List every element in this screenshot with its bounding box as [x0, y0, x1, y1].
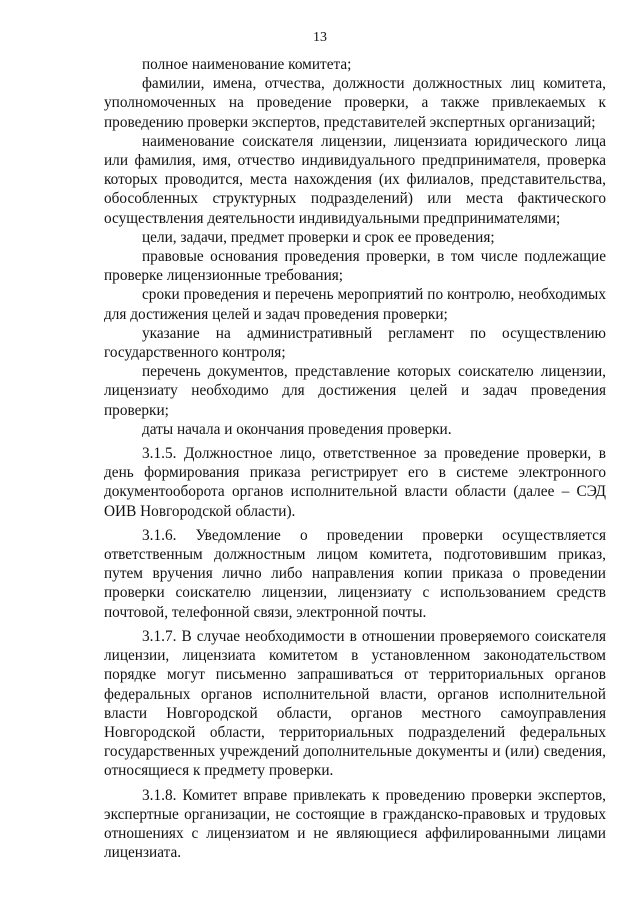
clause-3-1-5: 3.1.5. Должностное лицо, ответственное за проведение проверки, в день формирования приказа регистрирует его в системе электронного документооборота органов исполнительной власти области (далее – СЭД ОИВ Новгородской области). [104, 445, 606, 520]
paragraph-officials: фамилии, имена, отчества, должности должностных лиц комитета, уполномоченных на проведение проверки, а также привлекаемых к проведению проверки экспертов, представителей экспертных организаций; [104, 75, 606, 131]
paragraph-regulation: указание на административный регламент по осуществлению государственного контроля; [104, 324, 606, 362]
clause-3-1-6: 3.1.6. Уведомление о проведении проверки осуществляется ответственным должностным лицом комитета, подготовившим приказ, путем вручения лично либо направления копии приказа о проведении проверки соискателю лицензии, лицензиату с использованием средств почтовой, телефонной связи, электронной почты. [104, 526, 606, 621]
paragraph-goals: цели, задачи, предмет проверки и срок ее проведения; [142, 228, 495, 246]
paragraph-terms: сроки проведения и перечень мероприятий по контролю, необходимых для достижения целей и задач проведения проверки; [104, 286, 606, 323]
paragraph-documents-list: перечень документов, представление которых соискателю лицензии, лицензиату необходимо для достижения целей и задач проведения проверки; [104, 363, 606, 419]
document-body [104, 55, 606, 862]
paragraph-applicant-name: наименование соискателя лицензии, лицензиата юридического лица или фамилия, имя, отчество индивидуального предпринимателя, проверка которых проводится, места нахождения (их филиалов, представительства, обособленных структурных подразделений) или места фактического осуществления деятельности индивидуальными предпринимателями; [104, 132, 606, 227]
paragraph-legal-grounds: правовые основания проведения проверки, в том числе подлежащие проверке лицензионные требования; [104, 248, 606, 285]
clause-3-1-8: 3.1.8. Комитет вправе привлекать к проведению проверки экспертов, экспертные организации, не состоящие в гражданско-правовых и трудовых отношениях с лицензиатом и не являющиеся аффилированными лицами лицензиата. [104, 786, 606, 862]
clause-3-1-7: 3.1.7. В случае необходимости в отношении проверяемого соискателя лицензии, лицензиата комитетом в установленном законодательством порядке могут письменно запрашиваться от территориальных органов федеральных органов исполнительной власти, органов исполнительной власти Новгородской области, органов местного самоуправления Новгородской области, территориальных подразделений федеральных государственных учреждений дополнительные документы и (или) сведения, относящиеся к предмету проверки. [104, 627, 606, 780]
paragraph-dates: даты начала и окончания проведения проверки. [142, 420, 452, 438]
paragraph-committee-name: полное наименование комитета; [142, 56, 352, 73]
page-number: 13 [313, 30, 327, 45]
